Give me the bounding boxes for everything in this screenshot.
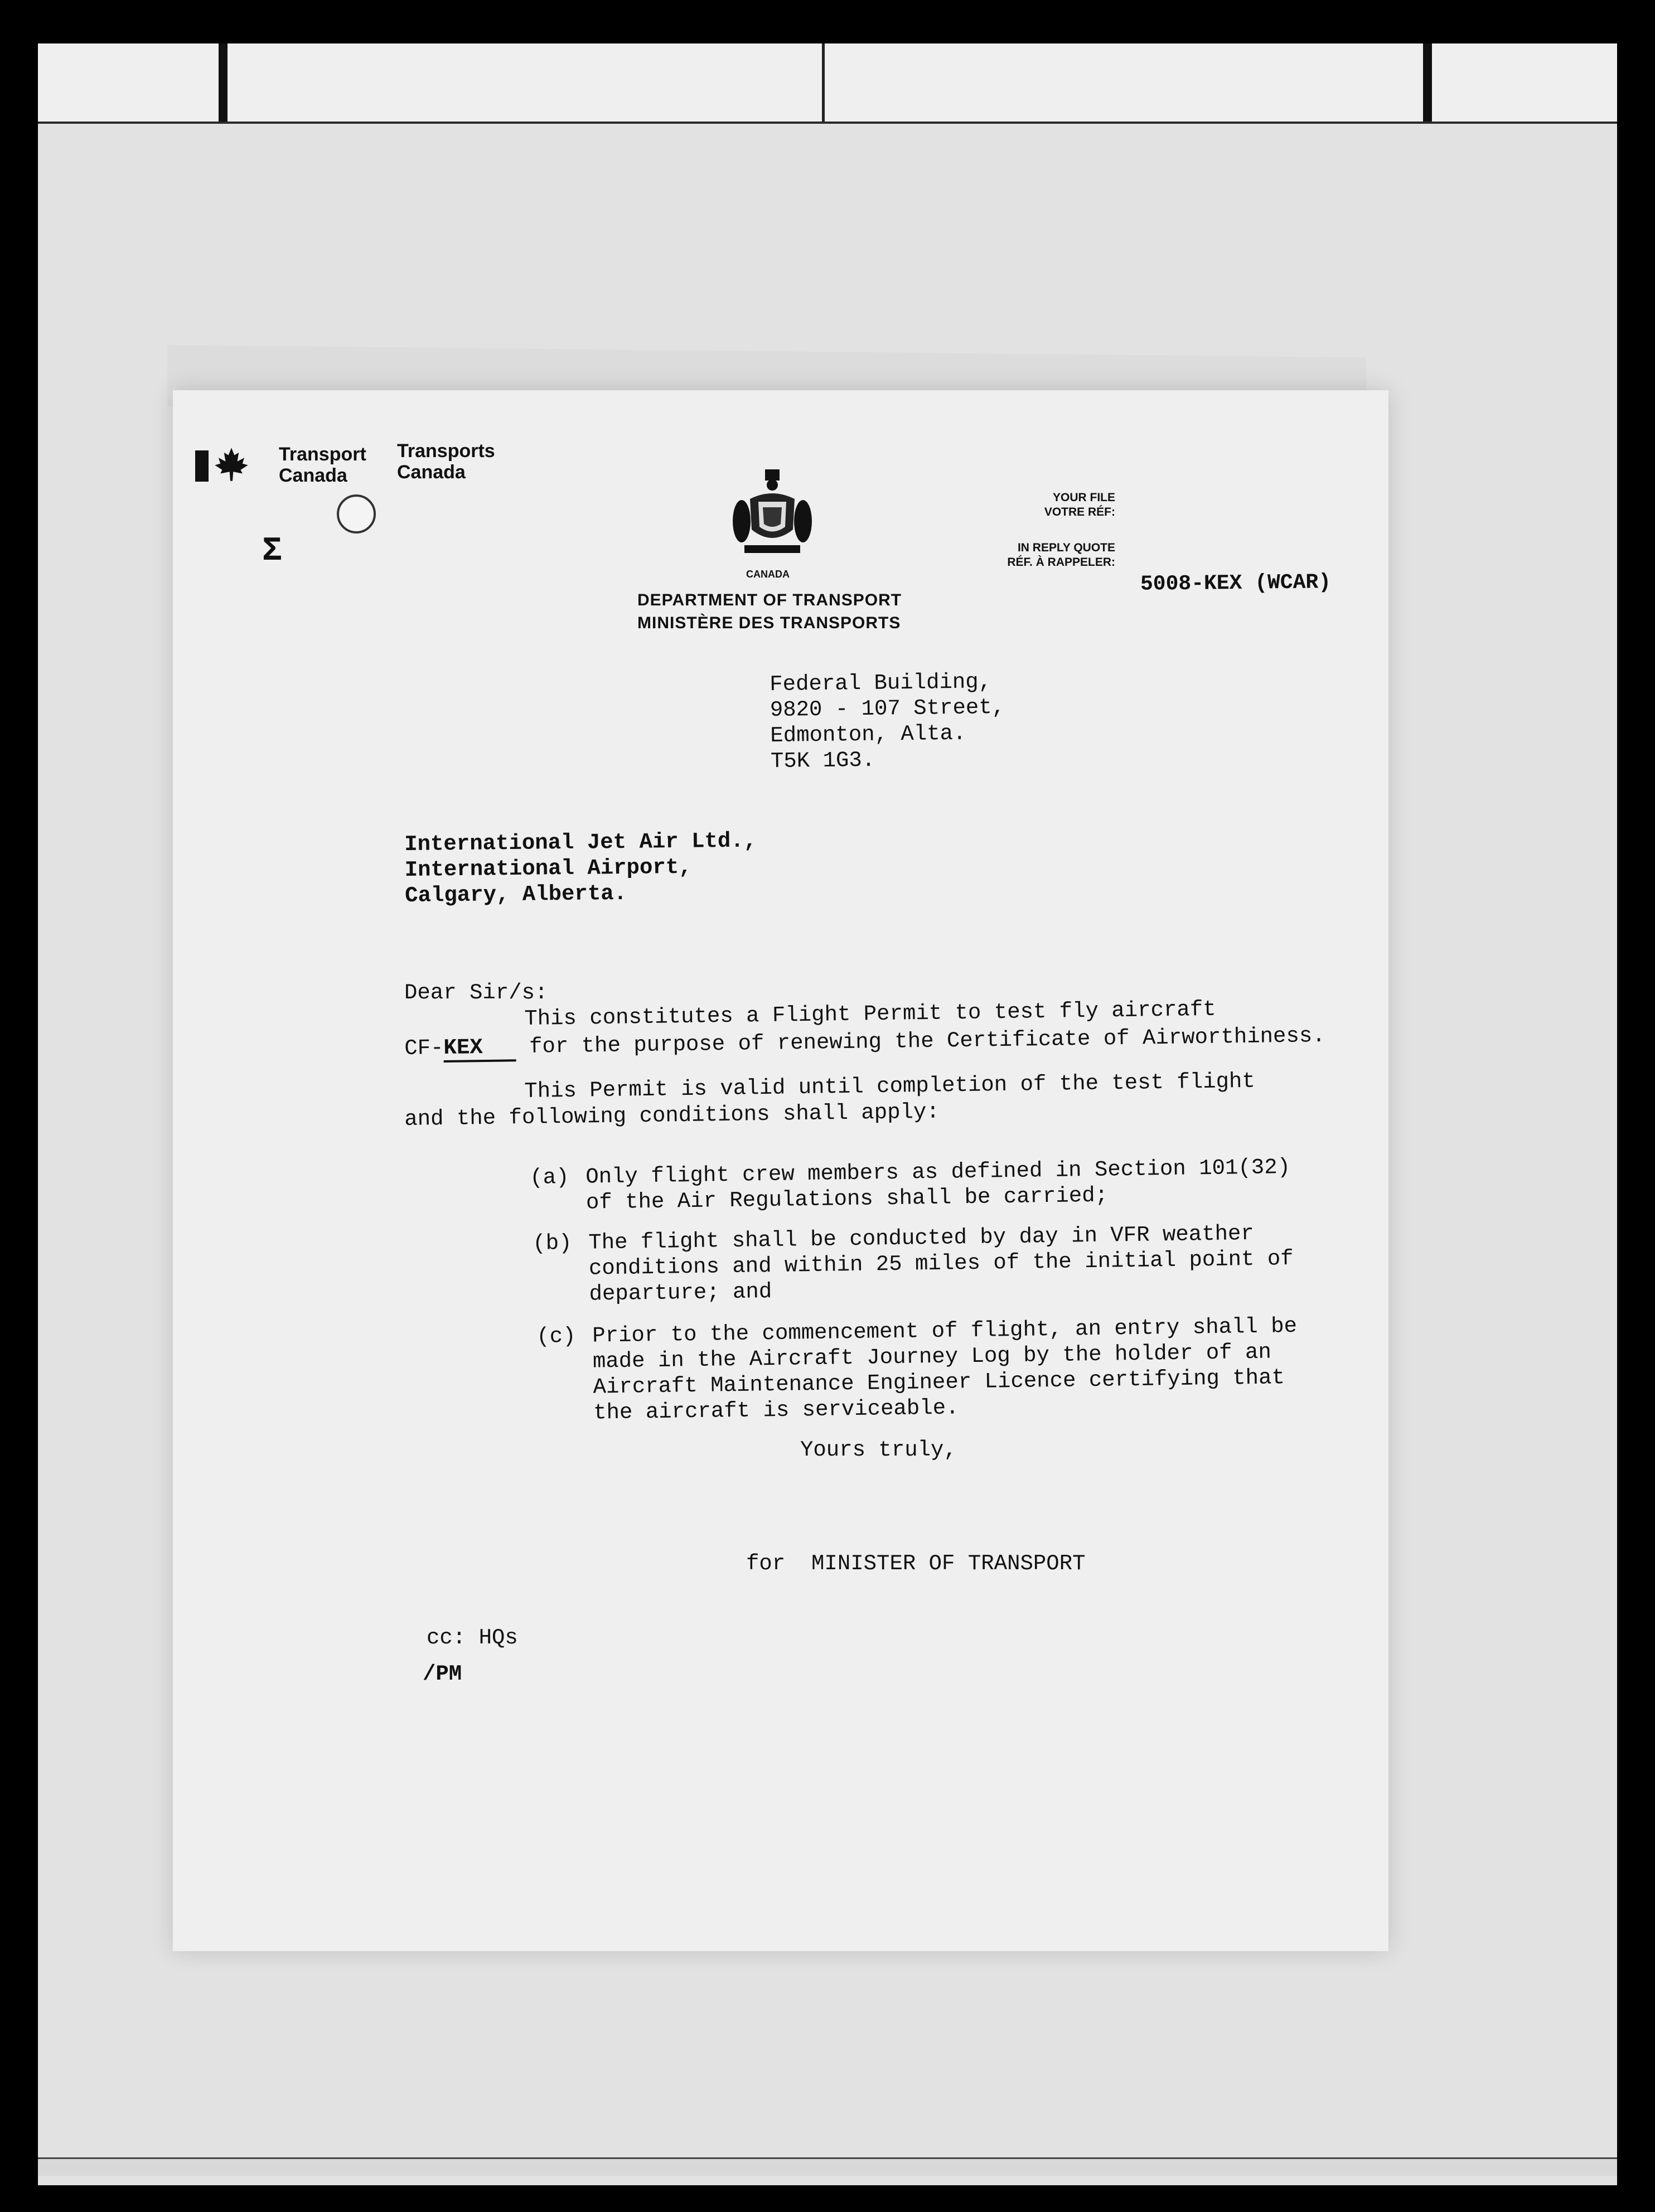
file-reference: 5008-KEX (WCAR) [1140, 570, 1332, 596]
condition-c-marker: (c) [536, 1324, 576, 1349]
signature-line: for MINISTER OF TRANSPORT [746, 1551, 1086, 1576]
ref-rappeler-label: RÉF. À RAPPELER: [1007, 556, 1115, 569]
reply-ref-labels [948, 541, 1115, 570]
sender-line-2: 9820 - 107 Street, [770, 695, 1005, 722]
file-ref-labels [970, 491, 1115, 520]
condition-a-line1: Only flight crew members as defined in Section 101(32) [585, 1154, 1291, 1190]
your-file-label: YOUR FILE [1052, 491, 1115, 504]
closing: Yours truly, [800, 1438, 957, 1462]
canada-en: Canada [279, 465, 347, 486]
condition-b-line3: departure; and [589, 1279, 772, 1307]
condition-b [533, 1220, 1294, 1308]
para2-line2: and the following conditions shall apply: [404, 1099, 940, 1132]
sender-line-4: T5K 1G3. [770, 748, 875, 774]
condition-c [536, 1313, 1298, 1427]
punch-hole [337, 494, 376, 533]
film-divider-center [822, 43, 825, 122]
coat-of-arms-icon [730, 468, 814, 563]
condition-c-line3: Aircraft Maintenance Engineer Licence certifying that [593, 1365, 1285, 1400]
wordmark-fr [397, 440, 495, 483]
canada-fr: Canada [397, 462, 466, 483]
sender-line-3: Edmonton, Alta. [770, 721, 966, 748]
para1-line2-text: for the purpose of renewing the Certificate of Airworthiness. [529, 1023, 1325, 1059]
recipient-line-2: International Airport, [404, 855, 692, 882]
maple-leaf-icon [212, 446, 251, 483]
condition-a-line2: of the Air Regulations shall be carried; [585, 1183, 1109, 1215]
condition-b-marker: (b) [533, 1231, 572, 1256]
condition-c-line2: made in the Aircraft Journey Log by the holder of an [592, 1340, 1272, 1374]
sender-address [770, 669, 1005, 774]
margin-mark: Σ [262, 532, 283, 570]
film-strip-bottom [38, 2157, 1617, 2176]
recipient-line-1: International Jet Air Ltd., [404, 828, 757, 857]
condition-a [530, 1154, 1291, 1216]
recipient-line-3: Calgary, Alberta. [404, 881, 627, 908]
cc-line: cc: HQs [427, 1626, 518, 1650]
film-divider-left [219, 43, 228, 122]
condition-a-marker: (a) [530, 1165, 569, 1190]
wordmark-en [279, 444, 366, 486]
typist-initials: /PM [423, 1662, 462, 1686]
film-strip-top [38, 43, 1617, 124]
coat-caption: CANADA [746, 569, 790, 580]
transport-en: Transport [279, 444, 366, 465]
film-divider-right [1423, 43, 1432, 122]
department-fr: MINISTÈRE DES TRANSPORTS [637, 614, 901, 632]
registration-prefix: CF- [404, 1036, 444, 1061]
para1-line1: This constitutes a Flight Permit to test fly aircraft [524, 997, 1216, 1031]
condition-c-line4: the aircraft is serviceable. [593, 1395, 959, 1425]
condition-b-line2: conditions and within 25 miles of the initial point of [588, 1246, 1294, 1281]
votre-ref-label: VOTRE RÉF: [1044, 506, 1115, 518]
condition-b-line1: The flight shall be conducted by day in VFR weather [588, 1221, 1255, 1255]
recipient-address [404, 828, 757, 909]
aircraft-registration: KEX [443, 1035, 516, 1063]
para2-line1: This Permit is valid until completion of the test flight [524, 1069, 1256, 1104]
department-en: DEPARTMENT OF TRANSPORT [637, 591, 902, 609]
sender-line-1: Federal Building, [770, 670, 992, 697]
reply-quote-label: IN REPLY QUOTE [1017, 541, 1115, 554]
transport-fr: Transports [397, 440, 495, 462]
salutation: Dear Sir/s: [404, 981, 548, 1005]
canada-flag-bar [195, 450, 209, 482]
condition-c-line1: Prior to the commencement of flight, an entry shall be [592, 1313, 1298, 1348]
